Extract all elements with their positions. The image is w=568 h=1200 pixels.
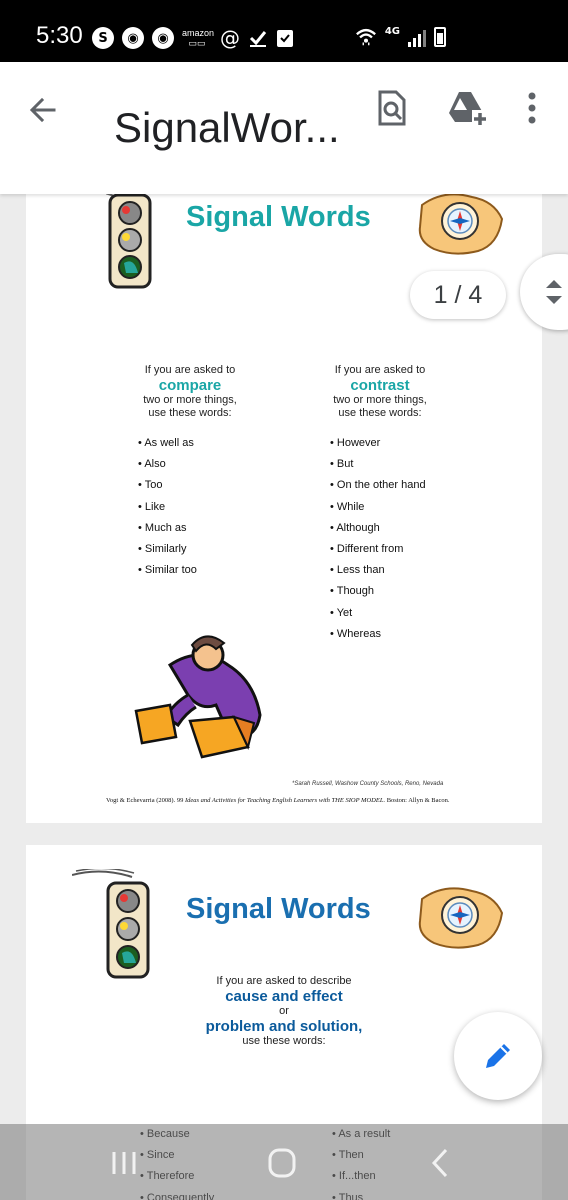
recent-apps-icon[interactable] bbox=[104, 1146, 144, 1180]
list-item: • Less than bbox=[330, 564, 426, 585]
compare-lead: If you are asked to bbox=[144, 364, 236, 376]
compass-map-illustration bbox=[414, 879, 506, 953]
list-item: • Similarly bbox=[138, 543, 197, 564]
list-item: • But bbox=[330, 458, 426, 479]
list-item: • Although bbox=[330, 522, 426, 543]
page2-title: Signal Words bbox=[186, 893, 371, 925]
citation-title: Ideas and Activities for Teaching English Learners with THE SIOP MODEL. bbox=[184, 797, 386, 804]
compare-prompt bbox=[130, 364, 250, 420]
contrast-line3: use these words: bbox=[338, 407, 422, 419]
contrast-line2: two or more things, bbox=[333, 394, 427, 406]
cause-effect-keyword: cause and effect bbox=[225, 988, 343, 1005]
back-arrow-icon[interactable] bbox=[24, 90, 64, 130]
scroll-arrows-icon bbox=[544, 276, 564, 308]
list-item: • Though bbox=[330, 585, 426, 606]
page-indicator: 1 / 4 bbox=[410, 271, 506, 319]
cause-effect-prompt bbox=[156, 975, 412, 1048]
compare-word-list bbox=[138, 437, 197, 585]
list-item: • While bbox=[330, 501, 426, 522]
contrast-lead: If you are asked to bbox=[334, 364, 426, 376]
compare-keyword: compare bbox=[158, 377, 222, 394]
list-item: • Too bbox=[138, 479, 197, 500]
battery-icon bbox=[434, 27, 446, 47]
traffic-light-illustration bbox=[72, 869, 152, 981]
back-icon[interactable] bbox=[420, 1146, 460, 1180]
status-bar bbox=[0, 0, 568, 62]
citation-prefix: Vogt & Echevarria (2008). 99 bbox=[106, 797, 185, 804]
at-icon: @ bbox=[220, 26, 240, 50]
system-nav-bar bbox=[0, 1124, 568, 1200]
chrome-icon: ◉ bbox=[152, 27, 174, 49]
home-icon[interactable] bbox=[262, 1146, 302, 1180]
amazon-icon: amazon ▭▭ bbox=[182, 28, 215, 48]
wifi-icon bbox=[355, 26, 377, 48]
cause-tail: use these words: bbox=[242, 1035, 326, 1047]
list-item: • However bbox=[330, 437, 426, 458]
list-item: • Different from bbox=[330, 543, 426, 564]
compare-line3: use these words: bbox=[148, 407, 232, 419]
citation bbox=[106, 797, 450, 804]
edit-fab-button[interactable] bbox=[454, 1012, 542, 1100]
compare-line2: two or more things, bbox=[143, 394, 237, 406]
pencil-icon bbox=[481, 1039, 515, 1073]
more-options-icon[interactable] bbox=[512, 86, 552, 130]
contrast-word-list bbox=[330, 437, 426, 649]
list-item: • Much as bbox=[138, 522, 197, 543]
list-item: • Yet bbox=[330, 607, 426, 628]
list-item: • Like bbox=[138, 501, 197, 522]
status-time: 5:30 bbox=[36, 22, 83, 49]
problem-solution-keyword: problem and solution, bbox=[205, 1018, 363, 1035]
contrast-keyword: contrast bbox=[350, 377, 410, 394]
traffic-light-illustration bbox=[106, 193, 154, 289]
list-item: • Similar too bbox=[138, 564, 197, 585]
network-type-label: 4G bbox=[384, 26, 400, 37]
illustration-credit: *Sarah Russell, Washow County Schools, Reno, Nevada bbox=[292, 781, 444, 787]
search-document-icon[interactable] bbox=[370, 86, 414, 130]
list-item: • Also bbox=[138, 458, 197, 479]
list-item: • On the other hand bbox=[330, 479, 426, 500]
download-icon bbox=[248, 28, 268, 48]
s-circle-icon: S bbox=[92, 27, 114, 49]
app-bar bbox=[0, 62, 568, 194]
document-title: SignalWor... bbox=[114, 104, 340, 151]
add-to-drive-icon[interactable] bbox=[444, 86, 488, 130]
page1-title: Signal Words bbox=[186, 201, 371, 233]
compass-map-illustration bbox=[414, 185, 506, 259]
cause-lead: If you are asked to describe bbox=[216, 975, 352, 987]
contrast-prompt bbox=[320, 364, 440, 420]
clipboard-icon bbox=[276, 28, 294, 48]
signal-icon bbox=[408, 27, 426, 47]
or-text: or bbox=[279, 1005, 289, 1017]
puzzle-person-illustration bbox=[130, 625, 270, 765]
list-item: • As well as bbox=[138, 437, 197, 458]
citation-suffix: Boston: Allyn & Bacon. bbox=[385, 797, 450, 804]
chrome-icon: ◉ bbox=[122, 27, 144, 49]
list-item: • Whereas bbox=[330, 628, 426, 649]
